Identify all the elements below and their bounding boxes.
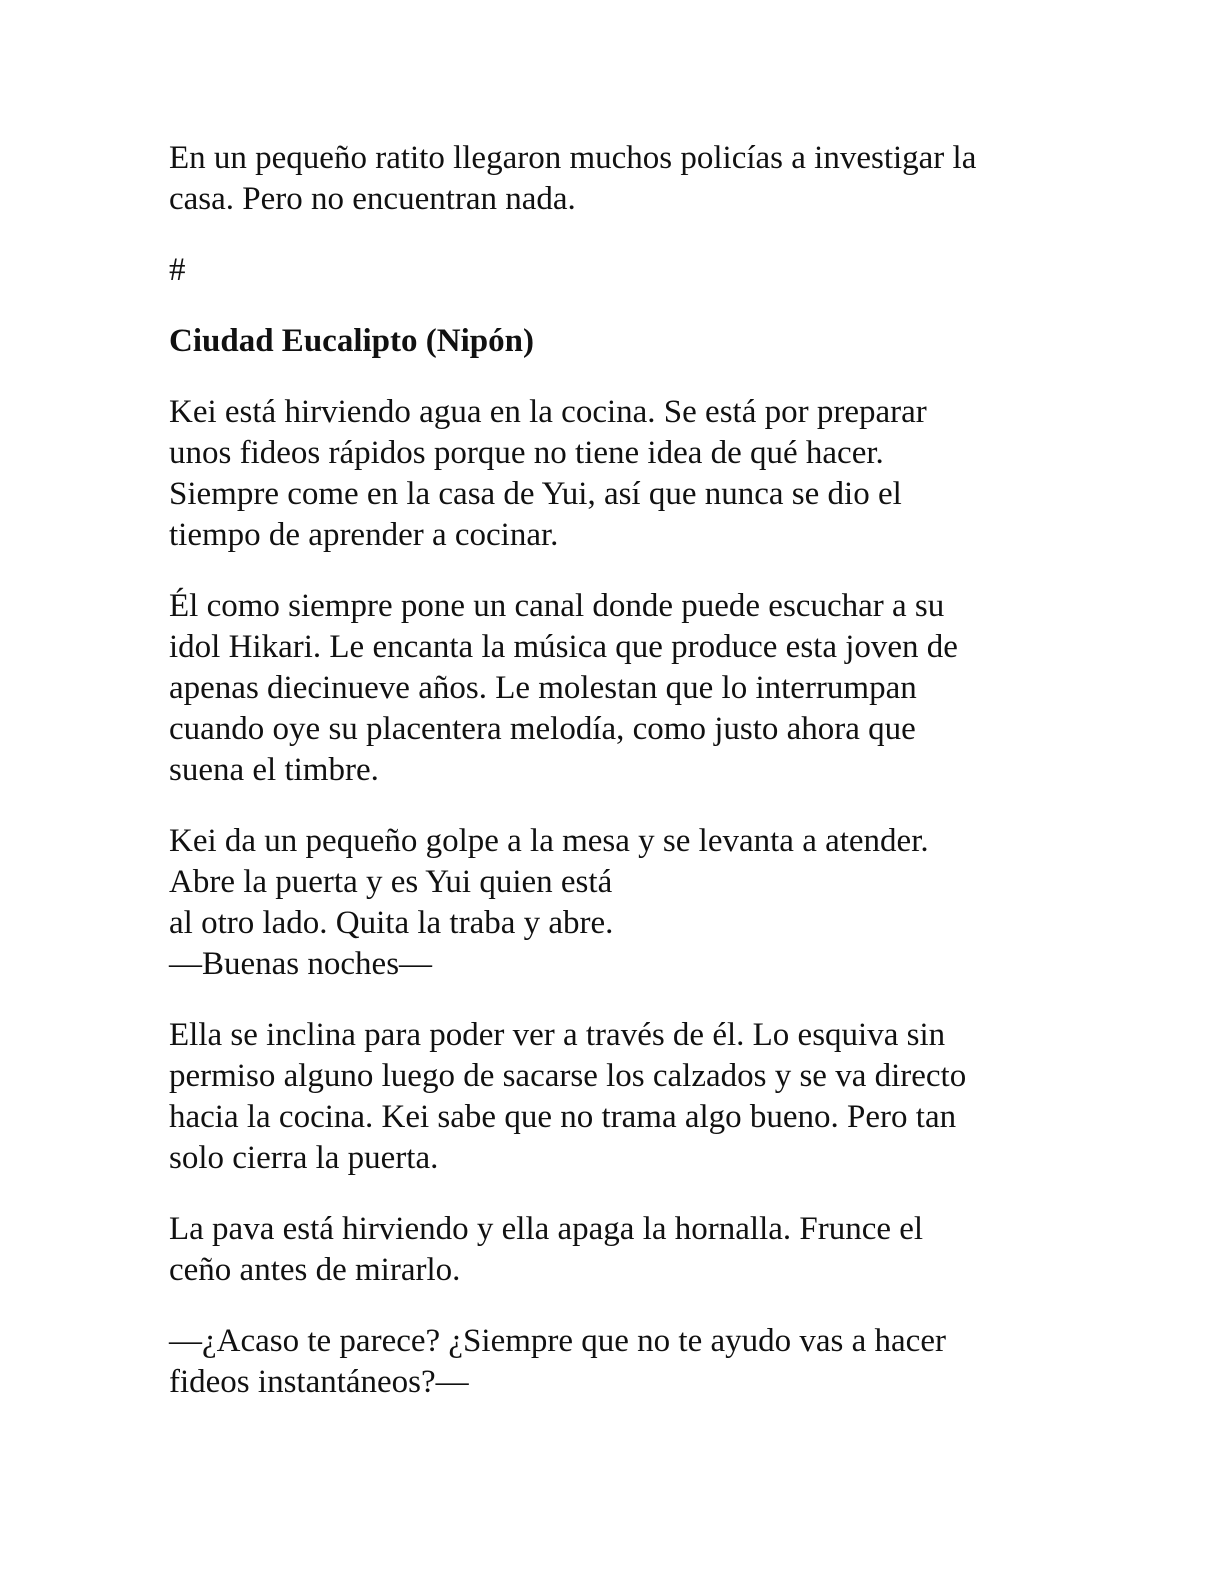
- text-line: suena el timbre.: [169, 752, 379, 788]
- section-heading: [169, 321, 1059, 362]
- paragraph-7: [169, 1321, 1059, 1403]
- text-line: Kei da un pequeño golpe a la mesa y se levanta a atender.: [169, 823, 929, 859]
- text-line: Siempre come en la casa de Yui, así que nunca se dio el: [169, 476, 902, 512]
- text-line: unos fideos rápidos porque no tiene idea de qué hacer.: [169, 435, 884, 471]
- text-line: En un pequeño ratito llegaron muchos policías a investigar la: [169, 140, 977, 176]
- text-line: Ella se inclina para poder ver a través de él. Lo esquiva sin: [169, 1017, 946, 1053]
- text-line: ceño antes de mirarlo.: [169, 1252, 461, 1288]
- heading-text: Ciudad Eucalipto (Nipón): [169, 323, 534, 359]
- paragraph-4: [169, 821, 1059, 985]
- text-line: La pava está hirviendo y ella apaga la hornalla. Frunce el: [169, 1211, 924, 1247]
- text-line: Abre la puerta y es Yui quien está: [169, 864, 613, 900]
- separator-mark: #: [169, 252, 186, 288]
- text-line: Él como siempre pone un canal donde puede escuchar a su: [169, 588, 945, 624]
- text-line: al otro lado. Quita la traba y abre.: [169, 905, 614, 941]
- text-line: Kei está hirviendo agua en la cocina. Se está por preparar: [169, 394, 927, 430]
- text-line: permiso alguno luego de sacarse los calzados y se va directo: [169, 1058, 967, 1094]
- paragraph-6: [169, 1209, 1059, 1291]
- text-line: idol Hikari. Le encanta la música que produce esta joven de: [169, 629, 958, 665]
- dialogue-line: —¿Acaso te parece? ¿Siempre que no te ayudo vas a hacer: [169, 1323, 946, 1359]
- text-line: hacia la cocina. Kei sabe que no trama algo bueno. Pero tan: [169, 1099, 957, 1135]
- paragraph-5: [169, 1015, 1059, 1179]
- text-line: casa. Pero no encuentran nada.: [169, 181, 576, 217]
- dialogue-line: —Buenas noches—: [169, 946, 433, 982]
- text-line: tiempo de aprender a cocinar.: [169, 517, 559, 553]
- text-line: apenas diecinueve años. Le molestan que lo interrumpan: [169, 670, 917, 706]
- paragraph-3: [169, 586, 1059, 791]
- text-line: cuando oye su placentera melodía, como justo ahora que: [169, 711, 916, 747]
- section-separator: [169, 250, 1059, 291]
- text-line: solo cierra la puerta.: [169, 1140, 439, 1176]
- paragraph-1: [169, 138, 1059, 220]
- dialogue-line: fideos instantáneos?—: [169, 1364, 469, 1400]
- document-page: [169, 138, 1059, 1403]
- paragraph-2: [169, 392, 1059, 556]
